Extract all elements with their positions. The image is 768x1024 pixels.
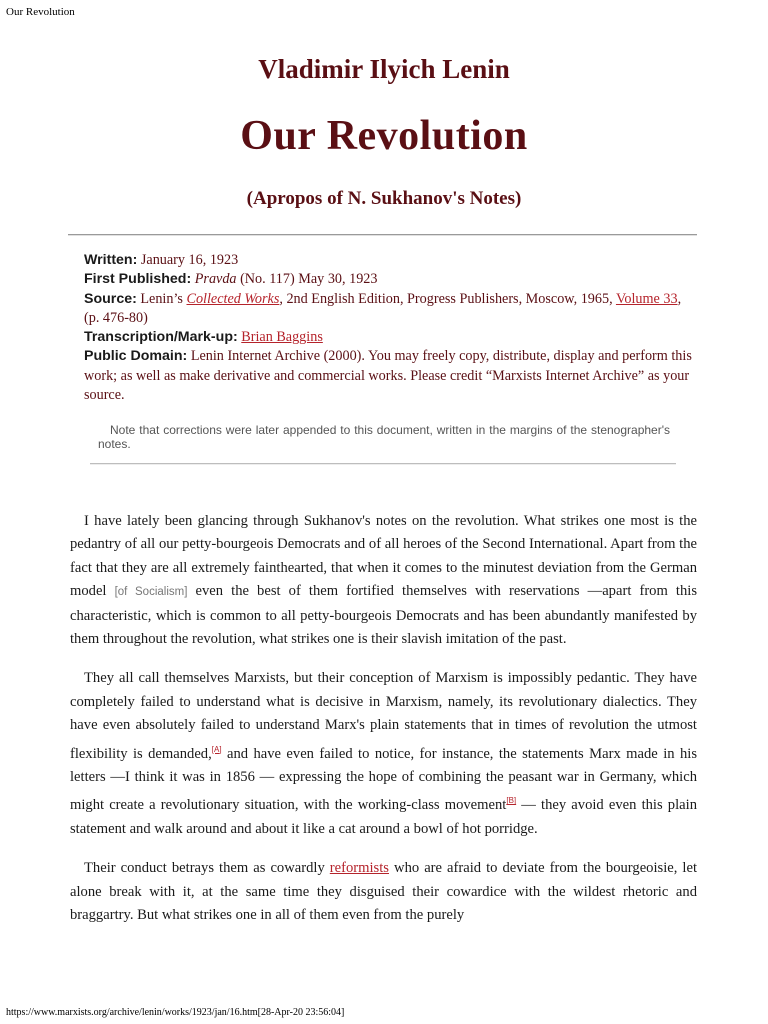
paragraph-2-text-c: — they avoid even this plain statement and walk around and about it like a cat around a bowl of hot porridge. [70, 797, 697, 837]
divider-top [68, 234, 697, 236]
written-line [84, 251, 696, 270]
first-published-line [84, 270, 696, 289]
source-label: Source: [84, 290, 137, 307]
public-domain-label: Public Domain: [84, 348, 188, 365]
source-pre: Lenin’s [140, 290, 183, 307]
written-label: Written: [84, 252, 138, 268]
paragraph-1-text-a: I have lately been glancing through Sukhanov's notes on the revolution. What strikes one most is the pedantry of all our petty-bourgeois Democrats and of all heroes of the Second International. Apart from the fact that they are all extremely fainthearted, that when it comes to the minutest deviation from the German model [70, 513, 697, 600]
page-subtitle: (Apropos of N. Sukhanov's Notes) [246, 188, 522, 209]
divider-note [90, 463, 676, 465]
reformists-link[interactable]: reformists [329, 860, 389, 877]
first-published-value: (No. 117) May 30, 1923 [240, 271, 378, 288]
source-mid: , 2nd English Edition, Progress Publishers, Moscow, 1965, [279, 290, 613, 307]
print-footer-url: https://www.marxists.org/archive/lenin/works/1923/jan/16.htm[28-Apr-20 23:56:04] [6, 1007, 345, 1018]
print-header: Our Revolution [6, 6, 75, 18]
paragraph-1-text-b: even the best of them fortified themselves with reservations —apart from this characteristic, which is common to all petty-bourgeois Democrats and has been abundantly manifested by them throughout the revolution, what strikes one is their slavish imitation of the past. [70, 583, 697, 648]
written-value: January 16, 1923 [140, 252, 239, 268]
editorial-bracket: [of Socialism] [114, 586, 188, 599]
paragraph-3-text-a: Their conduct betrays them as cowardly [84, 860, 325, 877]
volume-33-link[interactable]: Volume 33 [615, 290, 678, 307]
transcription-label: Transcription/Mark-up: [84, 329, 238, 346]
article-body [70, 510, 697, 944]
source-post: , (p. 476-80) [84, 290, 682, 326]
footnote-b-link[interactable]: [B] [506, 796, 517, 806]
paragraph-2 [70, 667, 697, 841]
brian-baggins-link[interactable]: Brian Baggins [241, 329, 323, 346]
paragraph-2-text-a: They all call themselves Marxists, but their conception of Marxism is impossibly pedantic. They have completely failed to understand what is decisive in Marxism, namely, its revolutionary dialectics. They have even absolutely failed to understand Marx's plain statements that in times of revolution the utmost flexibility is demanded, [70, 670, 697, 762]
paragraph-2-text-b: and have even failed to notice, for instance, the statements Marx made in his letters —I think it was in 1856 — expressing the hope of combining the peasant war in Germany, which might create a revolutionary situation, with the working-class movement [70, 745, 697, 814]
source-line [84, 290, 696, 329]
first-published-label: First Published: [84, 271, 192, 288]
author-heading: Vladimir Ilyich Lenin [258, 54, 510, 84]
paragraph-3 [70, 857, 697, 927]
paragraph-1 [70, 510, 697, 651]
info-block [84, 251, 696, 405]
footnote-a-link[interactable]: [A] [211, 744, 222, 754]
public-domain-line [84, 347, 696, 405]
public-domain-value: Lenin Internet Archive (2000). You may freely copy, distribute, display and perform this work; as well as make derivative and commercial works. Please credit “Marxists Internet Archive” as your source. [84, 348, 692, 404]
paragraph-3-text-b: who are afraid to deviate from the bourgeoisie, let alone break with it, at the same time they disguised their cowardice with the wildest rhetoric and braggartry. But what strikes one in all of them even from the purely [70, 860, 698, 924]
transcription-line [84, 328, 696, 347]
page-title: Our Revolution [240, 113, 528, 159]
first-published-publication: Pravda [194, 271, 237, 288]
editor-note: Note that corrections were later appended to this document, written in the margins of the stenographer's notes. [98, 423, 670, 451]
collected-works-link[interactable]: Collected Works [186, 290, 280, 307]
